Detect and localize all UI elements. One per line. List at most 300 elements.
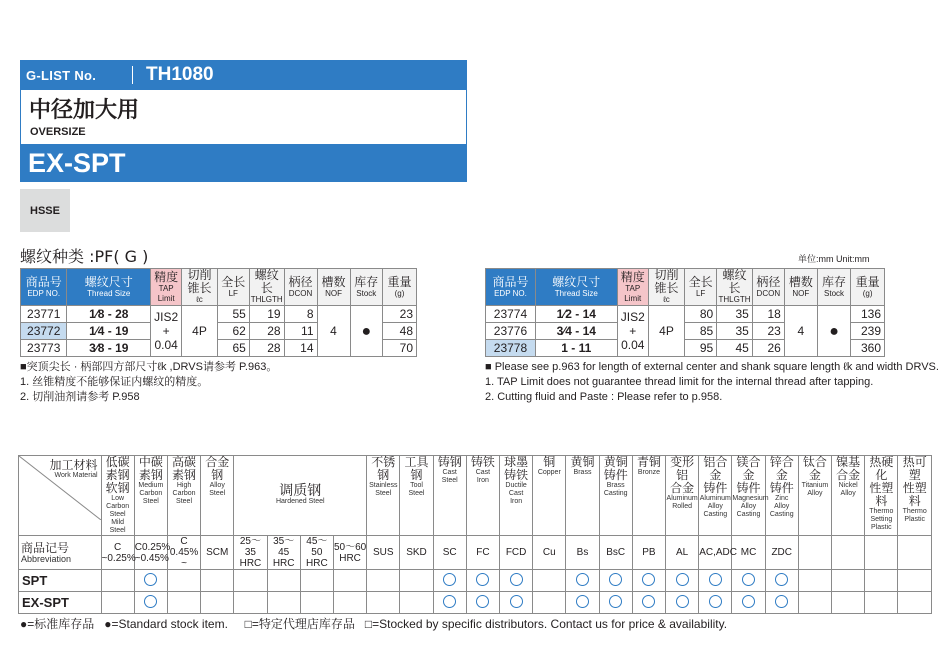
shank-diameter: 11 <box>284 323 317 340</box>
table-row <box>486 306 885 323</box>
material-en: Steel <box>408 490 425 497</box>
material-cn: 合金 <box>836 468 861 482</box>
material-row <box>19 592 932 614</box>
work-material-table <box>18 455 932 614</box>
suitability-cell <box>832 570 865 592</box>
suitability-cell <box>632 570 665 592</box>
note-cn-1: ■突顶尖长 · 柄部四方部尺寸ℓk ,DRVS请参考 P.963。 <box>20 361 278 373</box>
material-cn: 中碳素钢 <box>138 455 163 482</box>
overall-length: 80 <box>685 306 717 323</box>
abbreviation-cell <box>433 536 466 570</box>
material-cn: 热硬化 <box>869 455 894 482</box>
note-cn-2: 1. 丝锥精度不能够保证内螺纹的精度。 <box>20 376 209 388</box>
suitability-cell <box>267 570 300 592</box>
material-en: Steel <box>176 498 193 505</box>
stock-mark: ● <box>817 306 850 357</box>
abbreviation-text: ~0.45% <box>134 552 169 564</box>
abbreviation-label-cn: 商品记号 <box>21 541 70 555</box>
abbreviation-text: FC <box>476 547 490 558</box>
column-header-cn: 螺纹长 <box>722 268 747 295</box>
overall-length: 55 <box>217 306 249 323</box>
column-header-en: ℓc <box>663 295 670 304</box>
column-header-en: Thread Size <box>87 288 131 298</box>
abbreviation-cell <box>632 536 665 570</box>
column-header-cn: 切削锥长 <box>187 268 212 295</box>
suitability-cell <box>566 570 599 592</box>
column-header-en: LF <box>695 288 706 298</box>
abbreviation-cell <box>333 536 366 570</box>
material-en: Steel <box>441 477 458 484</box>
thread-length: 35 <box>717 306 753 323</box>
material-cn: 锌合金 <box>769 455 794 482</box>
material-en: Magnesium <box>732 495 769 502</box>
column-header-cn: 柄径 <box>756 274 781 289</box>
material-en: Bronze <box>637 469 660 476</box>
suitability-cell <box>500 592 533 614</box>
suitability-cell <box>333 592 366 614</box>
material-en: Cast <box>475 469 491 476</box>
column-header <box>67 269 151 306</box>
column-header-en: TAP Limit <box>157 283 175 303</box>
tap-limit: JIS2 + 0.04 <box>617 306 648 357</box>
suitable-circle-icon <box>576 595 589 608</box>
material-en: Casting <box>603 490 628 497</box>
material-en: Casting <box>736 511 761 518</box>
material-group <box>533 456 566 536</box>
suitability-cell <box>234 592 267 614</box>
suitability-cell <box>765 570 798 592</box>
suitable-circle-icon <box>443 573 456 586</box>
suitable-circle-icon <box>576 573 589 586</box>
abbreviation-text: SKD <box>406 547 427 558</box>
suitability-cell <box>201 570 234 592</box>
suitability-cell <box>433 570 466 592</box>
material-en: Plastic <box>871 524 892 531</box>
abbreviation-text: 50～60 <box>333 541 367 553</box>
material-en: Alloy <box>774 503 790 510</box>
column-header-cn: 槽数 <box>788 274 813 289</box>
suitability-cell <box>765 592 798 614</box>
abbreviation-text: C <box>180 536 188 547</box>
edp-number: 23774 <box>486 306 536 323</box>
suitability-cell <box>300 592 333 614</box>
material-group <box>798 456 831 536</box>
abbreviation-text: BsC <box>606 547 626 558</box>
abbreviation-text: SCM <box>206 547 229 558</box>
material-group <box>832 456 865 536</box>
material-en: Hardened Steel <box>275 498 325 505</box>
table-header-row <box>486 269 885 306</box>
thread-size: 1⁄4 - 19 <box>67 323 151 340</box>
thread-length: 28 <box>249 340 284 357</box>
abbreviation-cell <box>400 536 433 570</box>
material-en: Steel <box>142 498 159 505</box>
shank-diameter: 26 <box>752 340 784 357</box>
suitable-circle-icon <box>476 573 489 586</box>
abbreviation-cell <box>267 536 300 570</box>
material-en: Setting <box>870 516 893 523</box>
weight: 23 <box>383 306 417 323</box>
legend-distributor-cn: □=特定代理店库存品 <box>244 617 355 631</box>
notes-en <box>485 360 939 405</box>
material-en: Alloy <box>740 503 757 510</box>
abbreviation-text: MC <box>740 547 757 558</box>
material-en: Rolled <box>672 503 693 510</box>
material-tag: HSSE <box>20 189 70 232</box>
material-cn: 铸件 <box>603 468 628 482</box>
material-en: Brass <box>573 469 592 476</box>
chamfer-length: 4P <box>648 306 684 357</box>
abbreviation-text: 35～45 <box>273 536 295 558</box>
weight: 239 <box>851 323 885 340</box>
material-en: Steel <box>209 490 226 497</box>
suitable-circle-icon <box>144 573 157 586</box>
suitability-cell <box>500 570 533 592</box>
material-cn: 软钢 <box>105 481 130 495</box>
material-group <box>101 456 134 536</box>
material-en: Carbon <box>172 490 196 497</box>
abbreviation-text: 45～50 <box>306 536 328 558</box>
column-header-cn: 商品号 <box>25 274 62 289</box>
column-header-cn: 精度 <box>154 269 179 284</box>
material-group <box>632 456 665 536</box>
column-header <box>752 269 784 306</box>
abbreviation-cell <box>234 536 267 570</box>
table-header-row <box>21 269 417 306</box>
column-header <box>182 269 217 306</box>
material-en: Aluminum <box>699 495 731 502</box>
legend-standard-en: ●=Standard stock item. <box>104 617 228 631</box>
material-group <box>666 456 699 536</box>
material-group <box>466 456 499 536</box>
material-row-product: EX-SPT <box>19 592 102 614</box>
column-header-cn: 库存 <box>822 274 847 289</box>
material-en: Cast <box>442 469 457 476</box>
material-group <box>566 456 599 536</box>
thread-size: 1⁄8 - 28 <box>67 306 151 323</box>
column-header-cn: 商品号 <box>492 274 529 289</box>
abbreviation-cell <box>201 536 234 570</box>
tap-limit: JIS2 + 0.04 <box>151 306 182 357</box>
suitable-circle-icon <box>709 573 722 586</box>
suitability-cell <box>533 592 566 614</box>
material-group <box>201 456 234 536</box>
column-header-en: EDP NO. <box>494 288 527 298</box>
edp-number: 23772 <box>21 323 67 340</box>
thread-length: 28 <box>249 323 284 340</box>
material-row-product: SPT <box>19 570 102 592</box>
material-en: Titanium <box>801 482 829 489</box>
suitability-cell <box>732 592 765 614</box>
glist-label: G-LIST No. <box>26 68 97 83</box>
suitability-cell <box>632 592 665 614</box>
material-group <box>699 456 732 536</box>
material-cn: 铜 <box>543 455 556 469</box>
suitability-cell <box>101 592 134 614</box>
abbreviation-cell <box>500 536 533 570</box>
suitable-circle-icon <box>676 573 689 586</box>
note-en-2: 1. TAP Limit does not guarantee thread limit for the internal thread after tapping. <box>485 376 874 388</box>
abbreviation-cell <box>101 536 134 570</box>
material-en: Carbon <box>139 490 163 497</box>
material-cn: 青铜 <box>636 455 661 469</box>
suitable-circle-icon <box>609 595 622 608</box>
material-cn: 合金 <box>670 481 695 495</box>
abbreviation-label-en: Abbreviation <box>21 554 72 564</box>
abbreviation-cell <box>765 536 798 570</box>
suitability-cell <box>367 570 400 592</box>
abbreviation-text: ZDC <box>771 547 792 558</box>
column-header <box>851 269 885 306</box>
material-en: Steel <box>375 490 392 497</box>
suitable-circle-icon <box>642 595 655 608</box>
overall-length: 85 <box>685 323 717 340</box>
column-header-cn: 槽数 <box>321 274 346 289</box>
product-bar <box>20 144 467 182</box>
column-header <box>249 269 284 306</box>
legend-standard-cn: ●=标准库存品 <box>20 617 95 631</box>
abbreviation-text: C0.25% <box>134 541 171 553</box>
abbreviation-cell <box>300 536 333 570</box>
material-group <box>865 456 898 536</box>
material-en: High <box>176 482 192 489</box>
material-header-row <box>19 456 932 536</box>
suitability-cell <box>533 570 566 592</box>
material-cn: 黄铜 <box>570 455 595 469</box>
material-en: Alloy <box>807 490 823 497</box>
material-en: Low <box>111 495 125 502</box>
column-header-cn: 全长 <box>688 274 713 289</box>
column-header-cn: 全长 <box>221 274 246 289</box>
product-table-left <box>20 268 417 357</box>
material-en: Casting <box>703 511 728 518</box>
unit-label: 单位:mm Unit:mm <box>798 254 870 264</box>
suitability-cell <box>433 592 466 614</box>
material-en: Mild <box>111 519 125 526</box>
material-en: Medium <box>138 482 164 489</box>
abbreviation-text: Bs <box>576 547 589 558</box>
material-group <box>167 456 200 536</box>
abbreviation-cell <box>566 536 599 570</box>
column-header-en: EDP NO. <box>27 288 61 298</box>
suitability-cell <box>599 592 632 614</box>
suitability-cell <box>167 592 200 614</box>
flute-count: 4 <box>784 306 817 357</box>
material-en: Aluminum <box>666 495 698 502</box>
material-group <box>433 456 466 536</box>
suitability-cell <box>832 592 865 614</box>
suitable-circle-icon <box>144 595 157 608</box>
material-en: Zinc <box>775 495 789 502</box>
suitability-cell <box>865 570 898 592</box>
column-header-en: NOF <box>792 288 810 298</box>
suitable-circle-icon <box>609 573 622 586</box>
column-header <box>151 269 182 306</box>
weight: 70 <box>383 340 417 357</box>
column-header <box>535 269 617 306</box>
material-en: Casting <box>769 511 794 518</box>
column-header <box>685 269 717 306</box>
thread-size: 3⁄8 - 19 <box>67 340 151 357</box>
material-en: Ductile <box>505 482 527 489</box>
suitability-cell <box>400 592 433 614</box>
abbreviation-cell <box>865 536 898 570</box>
suitability-cell <box>367 592 400 614</box>
thread-size: 1 - 11 <box>535 340 617 357</box>
suitability-cell <box>134 592 167 614</box>
material-cn: 调质钢 <box>279 483 322 499</box>
suitable-circle-icon <box>775 595 788 608</box>
column-header-en: LF <box>228 288 238 298</box>
suitable-circle-icon <box>510 595 523 608</box>
material-cn: 球墨铸铁 <box>504 455 529 482</box>
abbreviation-text: ~0.25% <box>101 552 136 564</box>
edp-number: 23776 <box>486 323 536 340</box>
suitable-circle-icon <box>709 595 722 608</box>
material-en: Iron <box>476 477 489 484</box>
material-cn: 工具钢 <box>404 455 429 482</box>
suitability-cell <box>865 592 898 614</box>
column-header-en: THLGTH <box>250 295 283 304</box>
material-group <box>599 456 632 536</box>
suitability-cell <box>699 570 732 592</box>
material-en: Copper <box>537 469 561 476</box>
material-cn: 变形铝 <box>670 455 695 482</box>
material-cn: 热可塑 <box>902 455 927 482</box>
material-en: Carbon <box>106 503 130 510</box>
shank-diameter: 8 <box>284 306 317 323</box>
note-en-1: ■ Please see p.963 for length of external center and shank square length ℓk and width DRVS. <box>485 361 939 373</box>
suitability-cell <box>898 570 932 592</box>
column-header <box>317 269 350 306</box>
abbreviation-text: ~ <box>181 558 187 569</box>
note-cn-3: 2. 切削油剂请参考 P.958 <box>20 391 140 403</box>
page-title-en: OVERSIZE <box>30 126 86 138</box>
thread-length: 45 <box>717 340 753 357</box>
material-en: Iron <box>510 498 523 505</box>
material-cn: 高碳素钢 <box>172 455 197 482</box>
material-en: Stainless <box>369 482 398 489</box>
column-header-cn: 螺纹尺寸 <box>552 274 601 289</box>
material-corner <box>19 456 102 536</box>
title-panel <box>20 90 467 144</box>
column-header-cn: 重量 <box>387 274 412 289</box>
abbreviation-cell <box>134 536 171 570</box>
material-cn: 铸铁 <box>470 455 495 469</box>
abbreviation-text: HRC <box>239 558 262 569</box>
material-cn: 钛合金 <box>802 455 827 482</box>
abbreviation-text: AC,ADC <box>699 547 738 558</box>
material-en: Tool <box>410 482 423 489</box>
abbreviation-text: FCD <box>505 547 527 558</box>
column-header-cn: 螺纹长 <box>254 268 279 295</box>
abbreviation-text: HRC <box>339 552 361 564</box>
material-en: Alloy <box>209 482 225 489</box>
abbreviation-cell <box>367 536 400 570</box>
suitability-cell <box>234 570 267 592</box>
product-table-right <box>485 268 885 357</box>
thread-length: 19 <box>249 306 284 323</box>
abbreviation-text: 25～35 <box>239 536 261 558</box>
suitable-circle-icon <box>642 573 655 586</box>
abbreviation-text: HRC <box>272 558 295 569</box>
suitability-cell <box>599 570 632 592</box>
shank-diameter: 18 <box>752 306 784 323</box>
shank-diameter: 23 <box>752 323 784 340</box>
column-header-en: Stock <box>824 288 845 298</box>
glist-separator <box>132 66 133 84</box>
thread-size: 3⁄4 - 14 <box>535 323 617 340</box>
suitability-cell <box>333 570 366 592</box>
material-cn: 性塑料 <box>869 481 894 508</box>
abbreviation-cell <box>599 536 632 570</box>
material-cn: 铸钢 <box>437 455 462 469</box>
page-title-cn: 中径加大用 <box>29 98 140 123</box>
suitable-circle-icon <box>510 573 523 586</box>
suitable-circle-icon <box>443 595 456 608</box>
material-cn: 铝合金 <box>703 455 728 482</box>
abbreviation-label <box>19 536 102 570</box>
stock-mark: ● <box>350 306 383 357</box>
abbreviation-row <box>19 536 932 570</box>
column-header-cn: 柄径 <box>288 274 313 289</box>
thread-length: 35 <box>717 323 753 340</box>
stock-legend <box>20 615 727 632</box>
suitability-cell <box>666 592 699 614</box>
abbreviation-cell <box>798 536 831 570</box>
notes-cn <box>20 360 277 405</box>
suitable-circle-icon <box>775 573 788 586</box>
suitability-cell <box>732 570 765 592</box>
material-cn: 铸件 <box>703 481 728 495</box>
material-cn: 低碳素钢 <box>105 455 130 482</box>
suitability-cell <box>201 592 234 614</box>
abbreviation-cell <box>898 536 932 570</box>
abbreviation-text: Cu <box>542 547 556 558</box>
material-cn: 镁合金 <box>736 455 761 482</box>
column-header-en: Stock <box>356 288 377 298</box>
product-name: EX-SPT <box>28 148 126 178</box>
thread-size: 1⁄2 - 14 <box>535 306 617 323</box>
abbreviation-cell <box>832 536 865 570</box>
column-header-cn: 精度 <box>620 269 645 284</box>
weight: 48 <box>383 323 417 340</box>
suitable-circle-icon <box>742 573 755 586</box>
material-en: Alloy <box>707 503 723 510</box>
column-header-cn: 重量 <box>855 274 880 289</box>
suitability-cell <box>101 570 134 592</box>
material-group <box>765 456 798 536</box>
abbreviation-cell <box>533 536 566 570</box>
abbreviation-text: C <box>114 541 122 553</box>
material-group <box>134 456 167 536</box>
material-cn: 铸件 <box>769 481 794 495</box>
thread-type-label: 螺纹种类 :PF( G ) <box>20 247 149 266</box>
glist-code: TH1080 <box>146 64 214 85</box>
suitability-cell <box>300 570 333 592</box>
column-header-en: ℓc <box>196 295 203 304</box>
column-header <box>350 269 383 306</box>
material-row <box>19 570 932 592</box>
material-group <box>500 456 533 536</box>
abbreviation-cell <box>466 536 499 570</box>
overall-length: 95 <box>685 340 717 357</box>
suitable-circle-icon <box>476 595 489 608</box>
material-en: Steel <box>109 527 126 534</box>
column-header <box>383 269 417 306</box>
column-header <box>648 269 684 306</box>
material-cn: 镍基 <box>836 455 861 469</box>
